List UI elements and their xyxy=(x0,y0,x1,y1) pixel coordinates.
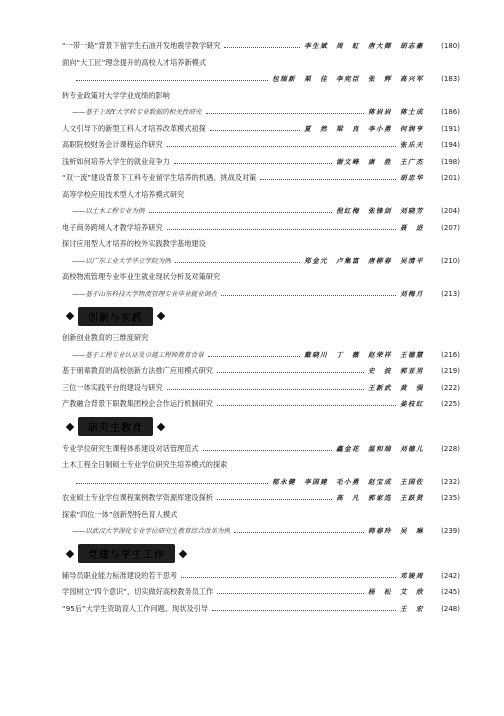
toc-entry-title: 农业硕士专业学位课程案例教学资源库建设探析 xyxy=(62,493,213,502)
toc-entry-authors: 戴晓川 丁 薇 赵荣祥 王德慧 xyxy=(304,350,424,359)
toc-entry xyxy=(62,568,460,585)
toc-entry-title: 浅析如何培养大学生的就业竞争力 xyxy=(62,156,170,166)
toc-entry-title: 转专业政策对大学学业成绩的影响 xyxy=(62,90,170,100)
toc-entry-page: (239) xyxy=(441,527,460,535)
toc-entry xyxy=(62,507,460,524)
toc-entry-subtitle: ——以土木工程专业为例 xyxy=(72,207,145,215)
toc-entry xyxy=(62,121,460,138)
dot-leader xyxy=(174,163,332,164)
toc-entry xyxy=(62,601,460,618)
toc-entry-authors: 郁永健 李国建 毛小勇 赵宝成 王国佐 xyxy=(272,477,424,486)
toc-entry xyxy=(62,474,460,491)
toc-entry-page: (191) xyxy=(441,124,460,133)
dot-leader xyxy=(234,532,364,533)
toc-entry-page: (198) xyxy=(441,157,460,166)
toc-entry xyxy=(62,330,460,347)
dot-leader xyxy=(175,262,300,263)
toc-entry-authors: 高 凡 郭家选 王跃贤 xyxy=(336,494,424,502)
toc-entry-page: (204) xyxy=(441,207,460,215)
dot-leader xyxy=(203,450,332,451)
toc-entry-title: “双一流”建设背景下工科专业留学生培养的机遇、挑战及对策 xyxy=(62,173,257,182)
dot-leader xyxy=(208,356,300,357)
toc-entry-page: (201) xyxy=(441,174,460,182)
toc-entry-page: (222) xyxy=(441,383,460,392)
toc-entry xyxy=(62,269,460,286)
toc-entry-authors: 邓竣周 xyxy=(400,571,424,580)
toc-group-general xyxy=(62,38,460,302)
section-header-graduate xyxy=(62,413,460,441)
toc-entry-title: 辅导员职业能力标准建设的若干思考 xyxy=(62,570,178,580)
dot-leader xyxy=(221,295,396,296)
table-of-contents xyxy=(62,38,460,617)
toc-entry-subtitle: ——以武汉大学深化专业学位研究生教育综合改革为例 xyxy=(72,527,231,535)
dot-leader xyxy=(217,499,332,500)
toc-entry-page: (242) xyxy=(441,571,460,580)
toc-entry xyxy=(62,38,460,55)
dot-leader xyxy=(210,130,300,131)
toc-entry xyxy=(62,236,460,253)
toc-entry-title: 产教融合背景下职教集团校企合作运行机制研究 xyxy=(62,399,213,408)
toc-entry-page: (210) xyxy=(441,256,460,265)
toc-entry-authors: 王新武 黄 强 xyxy=(368,383,424,392)
toc-entry-page: (225) xyxy=(441,400,460,408)
toc-entry xyxy=(62,286,460,303)
toc-entry-title: “95后”大学生资助育人工作问题、现状及引导 xyxy=(62,603,208,613)
toc-entry-page: (183) xyxy=(441,75,460,83)
toc-entry-authors: 刘梅月 xyxy=(400,289,424,298)
dot-leader xyxy=(206,113,364,114)
toc-entry-title: 高等学校应用技术型人才培养模式研究 xyxy=(62,189,185,199)
toc-entry-title: 高职院校财务会计课程运作研究 xyxy=(62,140,163,149)
dot-leader xyxy=(260,179,396,180)
toc-entry-page: (219) xyxy=(441,367,460,375)
toc-entry xyxy=(62,396,460,413)
toc-entry xyxy=(62,104,460,121)
toc-entry xyxy=(62,71,460,88)
toc-entry xyxy=(62,55,460,72)
toc-entry xyxy=(62,584,460,601)
toc-entry-authors: 蒋岩岩 蒋士成 xyxy=(368,108,424,116)
toc-entry-title: 探索“四位一体”创新型特色育人模式 xyxy=(62,509,178,519)
toc-group-party-student xyxy=(62,568,460,618)
toc-entry-page: (228) xyxy=(441,444,460,453)
dot-leader xyxy=(76,483,268,484)
toc-entry-subtitle: ——基于上海Y大学转专业数据的相关性研究 xyxy=(72,108,202,116)
toc-entry-authors: 鑫金花 温和瑞 刘德儿 xyxy=(336,444,424,453)
toc-entry-authors: 胡忠华 xyxy=(400,174,424,182)
toc-entry xyxy=(62,203,460,220)
section-header-party-student xyxy=(62,540,460,568)
toc-entry-subtitle: ——基于工程专业认证及卓越工程师教育背景 xyxy=(72,350,204,359)
toc-entry-page: (216) xyxy=(441,350,460,359)
toc-entry-page: (232) xyxy=(441,477,460,486)
diamond-icon xyxy=(66,312,74,320)
toc-entry-title: 土木工程全日制硕士专业学位研究生培养模式的探索 xyxy=(62,460,228,469)
toc-entry-subtitle: ——以广东工业大学华立学院为例 xyxy=(72,256,171,265)
toc-entry-title: 高校物流管理专业毕业生就业现状分析及对策研究 xyxy=(62,272,221,281)
toc-group-graduate xyxy=(62,441,460,540)
toc-entry xyxy=(62,137,460,154)
toc-entry-title: 基于朋辈教育的高校创新方法推广应用模式研究 xyxy=(62,366,213,375)
toc-entry xyxy=(62,253,460,270)
toc-entry xyxy=(62,88,460,105)
toc-entry-authors: 郑金元 卢集富 唐柳春 吴清平 xyxy=(304,256,424,265)
diamond-icon xyxy=(66,422,74,430)
toc-entry xyxy=(62,457,460,474)
toc-entry-page: (207) xyxy=(441,223,460,232)
toc-entry-title: 人文引导下的新型工科人才培养改革模式初探 xyxy=(62,123,206,133)
toc-entry-title: 学园树立“四个意识”，切实做好高校教务员工作 xyxy=(62,587,214,596)
toc-entry xyxy=(62,187,460,204)
toc-entry-subtitle: ——基于山东科技大学物流管理专业毕业就业调查 xyxy=(72,289,218,298)
toc-entry-title: 电子商务跨境人才教学培养研究 xyxy=(62,222,163,232)
toc-entry-authors: 包瑞新 栗 佳 李宪臣 张 辉 高兴军 xyxy=(272,75,424,83)
toc-entry-page: (248) xyxy=(441,604,460,613)
toc-entry xyxy=(62,154,460,171)
section-header-innovation xyxy=(62,302,460,330)
toc-entry-title: 探讨应用型人才培养的校外实践教学基地建设 xyxy=(62,239,206,248)
toc-entry xyxy=(62,363,460,380)
toc-entry-page: (213) xyxy=(441,289,460,298)
section-title: 党建与学生工作 xyxy=(78,544,175,563)
toc-entry-title: 面向“大工匠”理念提升的高校人才培养新模式 xyxy=(62,57,207,67)
toc-entry-authors: 史 波 郭亚男 xyxy=(368,367,424,375)
toc-entry xyxy=(62,220,460,237)
dot-leader xyxy=(212,610,396,611)
toc-entry-page: (245) xyxy=(441,588,460,596)
toc-entry-title: 三位一体实践平台的建设与研究 xyxy=(62,382,163,392)
toc-entry-authors: 倪红梅 张锋剑 刘晓芳 xyxy=(336,207,424,215)
toc-entry xyxy=(62,170,460,187)
diamond-icon xyxy=(157,312,165,320)
toc-entry-authors: 姜枝红 xyxy=(400,400,424,408)
toc-entry-authors: 聂 进 xyxy=(400,223,424,232)
toc-entry-authors: 杨 松 艾 欣 xyxy=(368,588,424,596)
dot-leader xyxy=(149,212,333,213)
toc-entry xyxy=(62,523,460,540)
toc-entry-page: (194) xyxy=(441,141,460,149)
toc-entry-title: “一带一路”背景下留学生石油开发地震学教学研究 xyxy=(62,41,221,50)
diamond-icon xyxy=(157,422,165,430)
dot-leader xyxy=(167,389,364,390)
toc-entry-authors: 韩春玲 吴 琳 xyxy=(368,527,424,535)
toc-entry-authors: 张乐天 xyxy=(400,141,424,149)
dot-leader xyxy=(217,372,364,373)
dot-leader xyxy=(76,80,268,81)
dot-leader xyxy=(167,146,396,147)
dot-leader xyxy=(217,593,364,594)
toc-entry xyxy=(62,441,460,458)
dot-leader xyxy=(181,577,396,578)
toc-entry-page: (180) xyxy=(441,42,460,50)
toc-entry-page: (235) xyxy=(441,494,460,502)
toc-entry-authors: 李生斌 周 虹 唐大卿 胡志豪 xyxy=(304,42,424,50)
dot-leader xyxy=(217,405,396,406)
dot-leader xyxy=(167,229,396,230)
dot-leader xyxy=(224,47,300,48)
toc-entry-authors: 夏 然 梁 良 李小勇 何润亨 xyxy=(304,124,424,133)
toc-entry-page: (186) xyxy=(441,108,460,116)
toc-entry xyxy=(62,380,460,397)
toc-entry xyxy=(62,490,460,507)
toc-entry-authors: 王 宏 xyxy=(400,604,424,613)
diamond-icon xyxy=(179,549,187,557)
toc-group-innovation xyxy=(62,330,460,413)
toc-entry xyxy=(62,347,460,364)
toc-entry-title: 专业学位研究生课程体系建设对话管理范式 xyxy=(62,443,199,453)
toc-entry-authors: 谢文峰 康 胜 王广杰 xyxy=(336,157,424,166)
section-title: 创新与实践 xyxy=(78,307,153,326)
toc-entry-title: 创新创业教育的三维度研究 xyxy=(62,333,149,342)
diamond-icon xyxy=(66,549,74,557)
section-title: 研究生教育 xyxy=(78,417,153,436)
